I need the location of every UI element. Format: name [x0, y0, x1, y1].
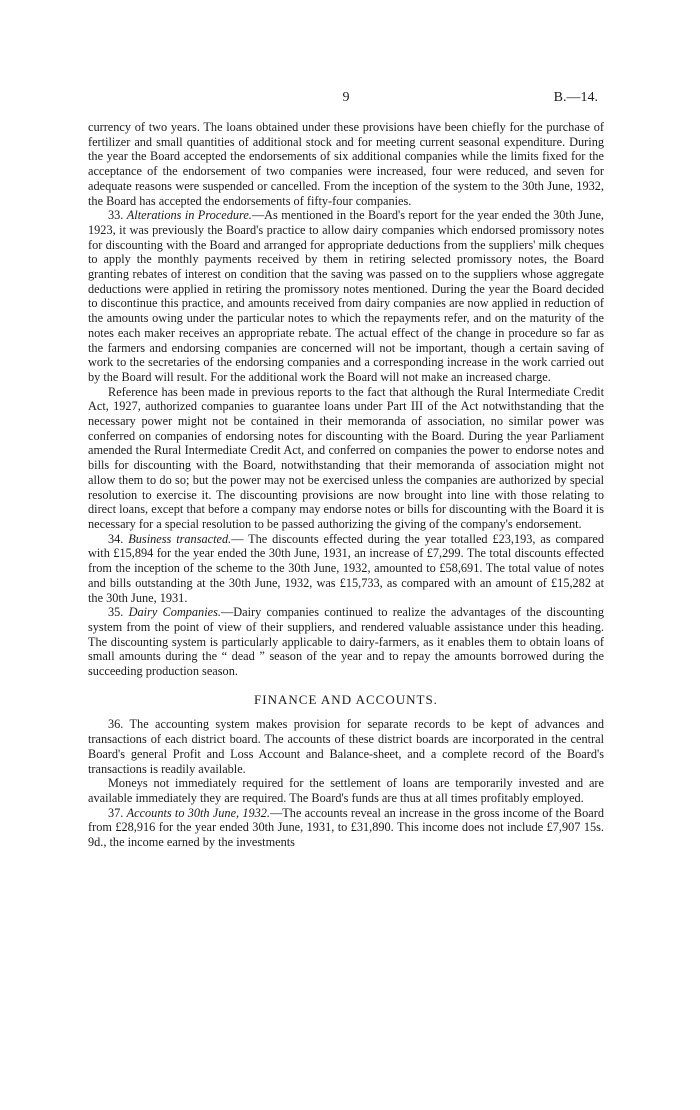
paragraph-title: Business transacted.: [128, 531, 232, 546]
page-header: [88, 90, 604, 110]
paragraph-text: — The discounts effected during the year totalled £23,193, as compared with £15,894 for the year ended the 30th June, 1931, an increase of £7,299. The total discounts effected from the inception of the scheme to the 30th June, 1932, amounted to £58,691. The total value of notes and bills outstanding at the 30th June, 1932, was £15,733, as compared with an amount of £15,282 at the 30th June, 1931.: [88, 531, 604, 605]
paragraph-title: Alterations in Procedure.: [126, 208, 252, 223]
paragraph-moneys: Moneys not immediately required for the settlement of loans are temporarily invested and are available immediately they are required. The Board's funds are thus at all times profitably employed.: [88, 776, 604, 805]
paragraph-title: Dairy Companies.: [128, 605, 221, 620]
document-body: [88, 120, 604, 850]
paragraph-reference: Reference has been made in previous reports to the fact that although the Rural Intermediate Credit Act, 1927, authorized companies to guarantee loans under Part III of the Act notwithstanding that the necessary power might not be contained in their memoranda of association, no similar power was conferred on companies of endorsing notes for discounting with the Board. During the year Parliament amended the Rural Intermediate Credit Act, and conferred on companies the power to endorse notes and bills for discounting with the Board, notwithstanding that their memoranda of association might not allow them to do so; but the power may not be exercised unless the companies are authorized by special resolution to exercise it. The discounting provisions are now brought into line with those relating to direct loans, except that before a company may endorse notes or bills for discounting with the Board it is necessary for a special resolution to be passed authorizing the giving of the company's endorsement.: [88, 384, 604, 531]
paragraph-continuation: currency of two years. The loans obtained under these provisions have been chiefly for the purchase of fertilizer and small quantities of additional stock and for meeting current seasonal expenditure. During the year the Board accepted the endorsements of six additional companies while the limits fixed for the acceptance of the endorsement of two companies were increased, four were reduced, and seven for adequate reasons were suspended or cancelled. From the inception of the system to the 30th June, 1932, the Board has accepted the endorsements of fifty-four companies.: [88, 120, 604, 208]
paragraph-33: [88, 208, 604, 384]
paragraph-number: 37.: [108, 805, 124, 820]
paragraph-number: 33.: [108, 208, 124, 223]
section-heading: FINANCE AND ACCOUNTS.: [254, 691, 438, 707]
paragraph-title: Accounts to 30th June, 1932.: [126, 805, 270, 820]
paragraph-number: 34.: [108, 531, 124, 546]
document-reference: B.—14.: [553, 90, 598, 105]
paragraph-text: —The accounts reveal an increase in the gross income of the Board from £28,916 for the year ended 30th June, 1931, to £31,890. This income does not include £7,907 15s. 9d., the income earned by the investments: [88, 805, 604, 850]
paragraph-35: [88, 605, 604, 679]
paragraph-text: —Dairy companies continued to realize the advantages of the discounting system from the point of view of their suppliers, and rendered valuable assistance under this heading. The discounting system is particularly applicable to dairy-farmers, as it enables them to obtain loans of small amounts during the “ dead ” season of the year and to repay the amounts borrowed during the succeeding production season.: [88, 605, 604, 679]
paragraph-37: [88, 806, 604, 850]
paragraph-number: 35.: [108, 605, 124, 620]
paragraph-36: 36. The accounting system makes provision for separate records to be kept of advances and transactions of each district board. The accounts of these district boards are incorporated in the central Board's general Profit and Loss Account and Balance-sheet, and a complete record of the Board's transactions is readily available.: [88, 717, 604, 776]
paragraph-text: —As mentioned in the Board's report for the year ended the 30th June, 1923, it was previously the Board's practice to allow dairy companies which endorsed promissory notes for discounting with the Board and arranged for appropriate deductions from the suppliers' milk cheques to apply the monthly payments received by them in retiring selected promissory notes, the Board granting rebates of interest on condition that the saving was passed on to the suppliers whose aggregate deductions were applied in retiring the promissory notes mentioned. During the year the Board decided to discontinue this practice, and amounts received from dairy companies are now applied in reduction of the amounts owing under the particular notes to which the repayments refer, and on the maturity of the notes each maker receives an appropriate rebate. The actual effect of the change in procedure so far as the farmers and endorsing companies are concerned will not be important, though a certain saving of work to the secretaries of the endorsing companies and a corresponding increase in the work carried out by the Board will result. For the additional work the Board will not make an increased charge.: [88, 208, 604, 384]
page-number: 9: [342, 90, 350, 105]
paragraph-34: [88, 532, 604, 606]
